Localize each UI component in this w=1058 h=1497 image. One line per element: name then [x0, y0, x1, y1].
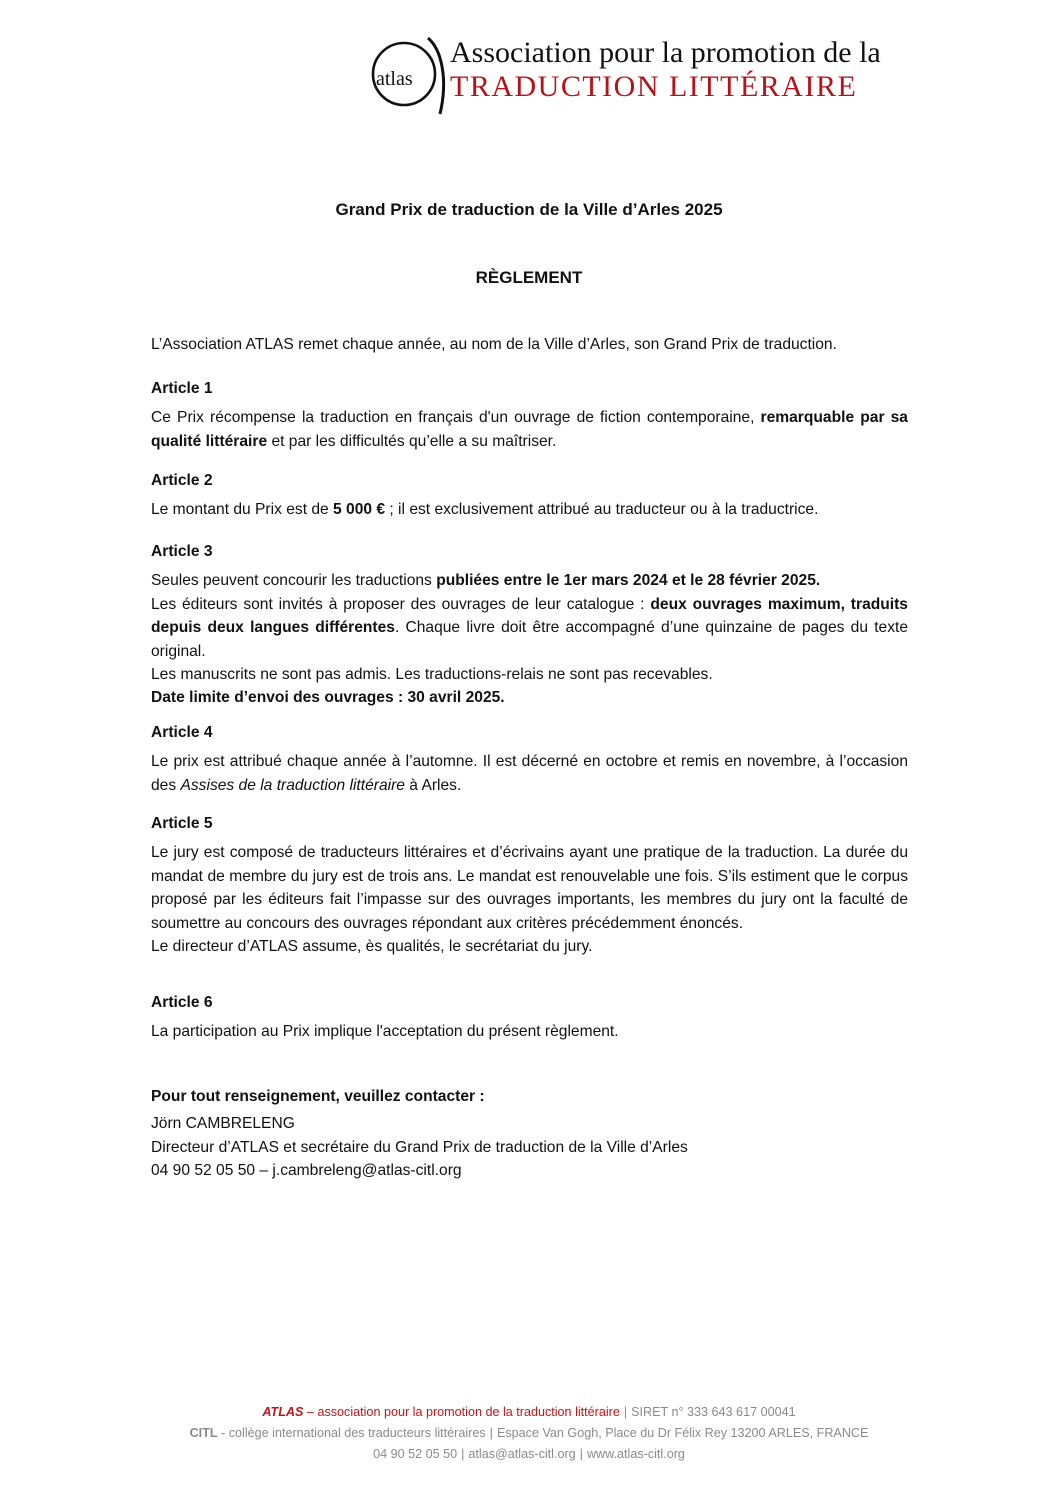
article-body — [151, 750, 908, 797]
bold-run: publiées entre le 1er mars 2024 et le 28 février 2025. — [436, 572, 821, 590]
footer-separator: | — [461, 1447, 465, 1461]
footer-address: Espace Van Gogh, Place du Dr Félix Rey 13200 ARLES, FRANCE — [496, 1426, 869, 1440]
footer-line-3 — [0, 1444, 1058, 1465]
document-subtitle: RÈGLEMENT — [475, 268, 583, 287]
article-6 — [151, 991, 908, 1044]
article-paragraph — [151, 406, 908, 453]
article-body — [151, 1020, 908, 1043]
page-footer — [0, 1402, 1058, 1465]
footer-citl-desc: - collège international des traducteurs littéraires — [217, 1426, 486, 1440]
contact-phone-email: 04 90 52 05 50 – j.cambreleng@atlas-citl.org — [151, 1162, 462, 1180]
article-paragraph: Le directeur d’ATLAS assume, ès qualités, le secrétariat du jury. — [151, 938, 593, 956]
article-body — [151, 406, 908, 453]
footer-atlas-desc: – association pour la promotion de la traduction littéraire — [303, 1405, 620, 1419]
atlas-logo — [368, 30, 881, 120]
italic-run: Assises de la traduction littéraire — [180, 776, 405, 794]
article-1 — [151, 377, 908, 453]
article-paragraph — [151, 750, 908, 797]
contact-heading: Pour tout renseignement, veuillez contacter : — [151, 1088, 485, 1105]
footer-siret: SIRET n° 333 643 617 00041 — [631, 1405, 796, 1419]
text-run: Ce Prix récompense la traduction en français d'un ouvrage de fiction contemporaine, — [151, 409, 761, 427]
text-run: Seules peuvent concourir les traductions — [151, 572, 437, 590]
contact-block — [151, 1085, 908, 1183]
footer-brand-atlas: ATLAS — [262, 1405, 304, 1419]
footer-separator: | — [489, 1426, 493, 1440]
deadline-paragraph — [151, 686, 908, 709]
text-run: Le montant du Prix est de — [151, 501, 334, 519]
article-body — [151, 569, 908, 709]
article-heading: Article 2 — [151, 472, 213, 489]
text-run: ; il est exclusivement attribué au traducteur ou à la traductrice. — [385, 501, 819, 519]
article-paragraph — [151, 498, 908, 521]
article-body — [151, 841, 908, 958]
logo-mark-text: atlas — [376, 68, 413, 90]
article-2 — [151, 469, 908, 522]
article-heading: Article 3 — [151, 543, 213, 560]
footer-phone: 04 90 52 05 50 — [373, 1447, 458, 1461]
footer-email-link[interactable]: atlas@atlas-citl.org — [468, 1447, 576, 1461]
article-paragraph: Les manuscrits ne sont pas admis. Les traductions-relais ne sont pas recevables. — [151, 666, 713, 684]
text-run: Le prix est attribué chaque année à l’automne. Il est décerné en octobre et remis en novembre, à l’occasion des — [151, 753, 908, 794]
bold-run: Date limite d’envoi des ouvrages : 30 avril 2025. — [151, 689, 505, 707]
text-run: . Chaque livre doit être accompagné d’une quinzaine de pages du texte original. — [151, 619, 909, 660]
intro-paragraph: L’Association ATLAS remet chaque année, au nom de la Ville d’Arles, son Grand Prix de traduction. — [151, 336, 837, 353]
footer-line-2 — [0, 1423, 1058, 1444]
document-title: Grand Prix de traduction de la Ville d’Arles 2025 — [335, 200, 723, 219]
bold-run: deux ouvrages maximum, traduits depuis deux langues différentes — [151, 595, 908, 637]
article-paragraph: La participation au Prix implique l'acceptation du présent règlement. — [151, 1023, 619, 1041]
article-4 — [151, 721, 908, 797]
logo-line-2: TRADUCTION LITTÉRAIRE — [450, 70, 858, 103]
article-paragraph — [151, 569, 908, 592]
footer-separator: | — [579, 1447, 583, 1461]
article-3 — [151, 540, 908, 710]
article-heading: Article 1 — [151, 380, 213, 397]
text-run: et par les difficultés qu’elle a su maîtriser. — [267, 432, 557, 450]
article-heading: Article 4 — [151, 724, 213, 741]
article-heading: Article 5 — [151, 815, 213, 832]
text-run: Les éditeurs sont invités à proposer des ouvrages de leur catalogue : — [151, 595, 651, 613]
footer-separator: | — [623, 1405, 628, 1419]
contact-name: Jörn CAMBRELENG — [151, 1115, 295, 1133]
bold-run: 5 000 € — [333, 501, 386, 519]
footer-line-1 — [0, 1402, 1058, 1423]
article-body — [151, 498, 908, 521]
bold-run: remarquable par sa qualité littéraire — [151, 409, 908, 450]
footer-brand-citl: CITL — [189, 1426, 218, 1440]
article-5 — [151, 812, 908, 958]
article-paragraph — [151, 593, 908, 663]
logo-line-1: Association pour la promotion de la — [450, 36, 881, 69]
article-paragraph: Le jury est composé de traducteurs littéraires et d’écrivains ayant une pratique de la traduction. La durée du mandat de membre du jury est de trois ans. Le mandat est renouvelable une fois. S’ils estiment que le corpus proposé par les éditeurs fait l’impasse sur des ouvrages importants, les membres du jury ont la faculté de soumettre au concours des ouvrages répondant aux critères précédemment énoncés. — [151, 844, 908, 932]
article-heading: Article 6 — [151, 994, 213, 1011]
contact-role: Directeur d’ATLAS et secrétaire du Grand Prix de traduction de la Ville d’Arles — [151, 1138, 688, 1156]
text-run: à Arles. — [404, 776, 462, 794]
footer-website-link[interactable]: www.atlas-citl.org — [586, 1447, 685, 1461]
